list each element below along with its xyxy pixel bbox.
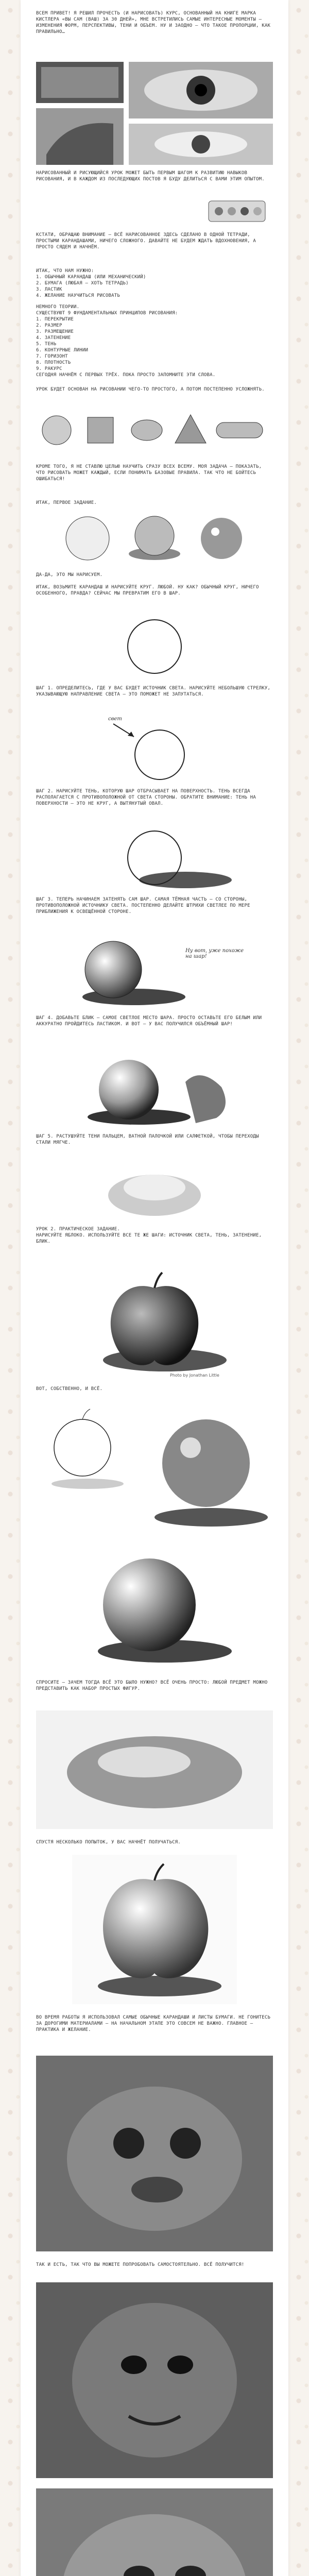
- step-1-text: ШАГ 1. ОПРЕДЕЛИТЕСЬ, ГДЕ У ВАС БУДЕТ ИСТОЧНИК СВЕТА. НАРИСУЙТЕ НЕБОЛЬШУЮ СТРЕЛКУ, УКАЗЫВАЮЩУЮ НАПРАВЛЕНИЕ СВЕТА — ЭТО ПОМОЖЕТ НЕ ЗАПУТАТЬСЯ.: [36, 686, 271, 697]
- apple-sketches: [36, 1406, 273, 1540]
- pencil-apple-drawing: [72, 1855, 237, 2004]
- photo-credit: Photo by Jonathan Little: [170, 1373, 219, 1378]
- paragraph-4: УРОК БУДЕТ ОСНОВАН НА РИСОВАНИИ ЧЕГО-ТО ПРОСТОГО, А ПОТОМ ПОСТЕПЕННО УСЛОЖНЯТЬ.: [36, 387, 265, 392]
- shaded-apple: [62, 1546, 247, 1669]
- paragraph-17: ВО ВРЕМЯ РАБОТЫ Я ИСПОЛЬЗОВАЛ САМЫЕ ОБЫЧНЫЕ КАРАНДАШИ И ЛИСТЫ БУМАГИ. НЕ ГОНИТЕСЬ ЗА ДОРОГИМИ МАТЕРИАЛАМИ — НА НАЧАЛЬНОМ ЭТАПЕ ЭТО СОВСЕМ НЕ ВАЖНО. ГЛАВНОЕ — ПРАКТИКА И ЖЕЛАНИЕ.: [36, 2015, 271, 2032]
- paragraph-15: СПРОСИТЕ — ЗАЧЕМ ТОГДА ВСЁ ЭТО БЫЛО НУЖНО? ВСЁ ОЧЕНЬ ПРОСТО: ЛЮБОЙ ПРЕДМЕТ МОЖНО ПРЕДСТАВИТЬ КАК НАБОР ПРОСТЫХ ФИГУР.: [36, 1680, 268, 1691]
- theory-list: НЕМНОГО ТЕОРИИ. СУЩЕСТВУЮТ 9 ФУНДАМЕНТАЛЬНЫХ ПРИНЦИПОВ РИСОВАНИЯ: 1. ПЕРЕКРЫТИЕ 2. РАЗМЕР 3. РАЗМЕЩЕНИЕ 4. ЗАТЕНЕНИЕ 5. ТЕНЬ 6. КОНТУРНЫЕ ЛИНИИ 7. ГОРИЗОНТ 8. ПЛОТНОСТЬ 9. РАКУРС СЕГОДНЯ НАЧНЁМ С ПЕРВЫХ ТРЁХ. ПОКА ПРОСТО ЗАПОМНИТЕ ЭТИ СЛОВА.: [36, 304, 216, 378]
- paragraph-14: ВОТ, СОБСТВЕННО, И ВСЁ.: [36, 1386, 103, 1392]
- paragraph-5: КРОМЕ ТОГО, Я НЕ СТАВЛЮ ЦЕЛЬЮ НАУЧИТЬ СРАЗУ ВСЕХ ВСЕМУ. МОЯ ЗАДАЧА — ПОКАЗАТЬ, ЧТО РИСОВАТЬ МОЖЕТ КАЖДЫЙ, ЕСЛИ ПОНИМАТЬ БАЗОВЫЕ ПРАВИЛА. ТАК ЧТО НЕ БОЙТЕСЬ ОШИБАТЬСЯ!: [36, 464, 262, 482]
- shading-sketch: [57, 933, 252, 1010]
- intro-text: ВСЕМ ПРИВЕТ! Я РЕШИЛ ПРОЧЕСТЬ (И НАРИСОВАТЬ) КУРС, ОСНОВАННЫЙ НА КНИГЕ МАРКА КИСТЛЕРА «ВЫ САМ (ВАШ) ЗА 30 ДНЕЙ», МНЕ ВСТРЕТИЛИСЬ САМЫЕ ИНТЕРЕСНЫЕ МОМЕНТЫ — ИЗМЕНЕНИЯ ФОРМ, ПЕРСПЕКТИВЫ, ТЕНИ И ОБЪЕМ. НУ И ЗАОДНО — ЧТО ТАКОЕ ПРОПОРЦИИ, КАК ПРАВИЛЬНО…: [36, 11, 271, 35]
- ellipse-sketch: [36, 1710, 273, 1829]
- paragraph-16: СПУСТЯ НЕСКОЛЬКО ПОПЫТОК, У ВАС НАЧНЁТ ПОЛУЧАТЬСЯ.: [36, 1840, 181, 1845]
- step-5-text: ШАГ 5. РАСТУШУЙТЕ ТЕНИ ПАЛЬЦЕМ, ВАТНОЙ ПАЛОЧКОЙ ИЛИ САЛФЕТКОЙ, ЧТОБЫ ПЕРЕХОДЫ СТАЛИ МЯГЧЕ.: [36, 1134, 259, 1145]
- palette-sketch: [206, 196, 268, 227]
- handwritten-note: Ну вот, уже похоже на шар!: [185, 948, 244, 959]
- realistic-drawing-2: [36, 2282, 273, 2478]
- step-3-text: ШАГ 3. ТЕПЕРЬ НАЧИНАЕМ ЗАТЕНЯТЬ САМ ШАР. САМАЯ ТЁМНАЯ ЧАСТЬ — СО СТОРОНЫ, ПРОТИВОПОЛОЖНОЙ ИСТОЧНИКУ СВЕТА. ПОСТЕПЕННО ДЕЛАЙТЕ ШТРИХИ СВЕТЛЕЕ ПО МЕРЕ ПРИБЛИЖЕНИЯ К ОСВЕЩЁННОЙ СТОРОНЕ.: [36, 897, 250, 914]
- realistic-drawing-3: [36, 2488, 273, 2576]
- apple-photo: [72, 1257, 237, 1381]
- paragraph-1: КСТАТИ, ОБРАЩАЮ ВНИМАНИЕ — ВСЁ НАРИСОВАННОЕ ЗДЕСЬ СДЕЛАНО В ОДНОЙ ТЕТРАДИ, ПРОСТЫМИ КАРАНДАШАМИ, НИЧЕГО СЛОЖНОГО. ДАВАЙТЕ НЕ БУДЕМ ЖДАТЬ ВДОХНОВЕНИЯ, А ПРОСТО СЯДЕМ И НАЧНЁМ.: [36, 232, 256, 250]
- task-heading: ИТАК, ПЕРВОЕ ЗАДАНИЕ.: [36, 500, 97, 505]
- step-2-text: ШАГ 2. НАРИСУЙТЕ ТЕНЬ, КОТОРУЮ ШАР ОТБРАСЫВАЕТ НА ПОВЕРХНОСТЬ. ТЕНЬ ВСЕГДА РАСПОЛАГАЕТСЯ С ПРОТИВОПОЛОЖНОЙ ОТ СВЕТА СТОРОНЫ. ОБРАТИТЕ ВНИМАНИЕ: ТЕНЬ НА ПОВЕРХНОСТИ — ЭТО НЕ КРУГ, А ВЫТЯНУТЫЙ ОВАЛ.: [36, 789, 256, 806]
- step-4-text: ШАГ 4. ДОБАВЬТЕ БЛИК — САМОЕ СВЕТЛОЕ МЕСТО ШАРА. ПРОСТО ОСТАВЬТЕ ЕГО БЕЛЫМ ИЛИ АККУРАТНО ПРОЙДИТЕСЬ ЛАСТИКОМ. И ВОТ — У ВАС ПОЛУЧИЛСЯ ОБЪЁМНЫЙ ШАР!: [36, 1015, 262, 1027]
- lesson-2-text: УРОК 2. ПРАКТИЧЕСКОЕ ЗАДАНИЕ. НАРИСУЙТЕ ЯБЛОКО. ИСПОЛЬЗУЙТЕ ВСЕ ТЕ ЖЕ ШАГИ: ИСТОЧНИК СВЕТА, ТЕНЬ, ЗАТЕНЕНИЕ, БЛИК.: [36, 1227, 262, 1244]
- circle-sketch: [113, 613, 196, 680]
- post-body: [21, 0, 288, 2576]
- light-label: свет: [108, 716, 122, 722]
- sketch-collage: [36, 62, 273, 165]
- paragraph-7: ДА-ДА, ЭТО МЫ НАРИСУЕМ. ИТАК, ВОЗЬМИТЕ КАРАНДАШ И НАРИСУЙТЕ КРУГ. ЛЮБОЙ. НУ КАК? ОБЫЧНЫЙ КРУГ, НИЧЕГО ОСОБЕННОГО, ПРАВДА? СЕЙЧАС МЫ ПРЕВРАТИМ ЕГО В ШАР.: [36, 572, 259, 596]
- sphere-examples: [52, 510, 258, 567]
- materials-list: ИТАК, ЧТО НАМ НУЖНО: 1. ОБЫЧНЫЙ КАРАНДАШ (ИЛИ МЕХАНИЧЕСКИЙ) 2. БУМАГА (ЛЮБАЯ — ХОТЬ ТЕТРАДЬ) 3. ЛАСТИК 4. ЖЕЛАНИЕ НАУЧИТЬСЯ РИСОВАТЬ: [36, 268, 146, 298]
- paragraph-18: ТАК И ЕСТЬ, ТАК ЧТО ВЫ МОЖЕТЕ ПОПРОБОВАТЬ САМОСТОЯТЕЛЬНО. ВСЁ ПОЛУЧИТСЯ!: [36, 2262, 245, 2267]
- shapes-row: [36, 407, 273, 453]
- hand-drawn-sphere: [67, 1051, 242, 1128]
- shadow-sketch: [88, 824, 242, 891]
- realistic-drawing-1: [36, 2056, 273, 2251]
- intro-text-2: НАРИСОВАННЫЙ И РИСУЮЩИЙСЯ УРОК МОЖЕТ БЫТЬ ПЕРВЫМ ШАГОМ К РАЗВИТИЮ НАВЫКОВ РИСОВАНИЯ, И В КАЖДОМ ИЗ ПОСЛЕДУЮЩИХ ПОСТОВ Я БУДУ ДЕЛИТЬСЯ С ВАМИ ЭТИМ ОПЫТОМ.: [36, 171, 265, 182]
- light-source-sketch: [103, 716, 206, 783]
- tissue-sketch: [88, 1159, 221, 1221]
